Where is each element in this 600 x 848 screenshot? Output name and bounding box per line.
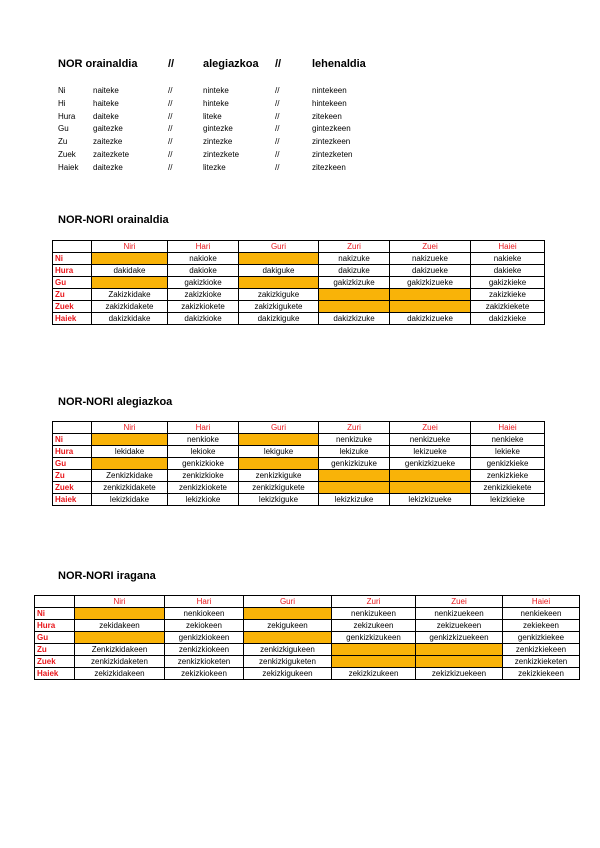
column-header: Niri: [75, 596, 165, 608]
row-label: Ni: [53, 434, 92, 446]
conj-alegiazkoa: litezke: [203, 162, 226, 172]
table-corner-cell: [35, 596, 75, 608]
conj-separator: //: [275, 111, 280, 121]
row-label: Zu: [53, 289, 92, 301]
table-cell: nenkizukeen: [332, 608, 416, 620]
empty-highlighted-cell: [239, 253, 319, 265]
row-label: Haiek: [35, 668, 75, 680]
conj-separator: //: [168, 137, 173, 147]
column-header: Hari: [168, 241, 239, 253]
table-cell: zekizuekeen: [416, 620, 503, 632]
table-row: [53, 446, 545, 458]
conj-separator: //: [275, 124, 280, 134]
conj-lehenaldia: zintezkeen: [312, 137, 351, 147]
table-row: [53, 434, 545, 446]
conj-title-orainaldia: NOR orainaldia: [58, 58, 138, 70]
column-header: Zuei: [416, 596, 503, 608]
conjugation-table-alegiazkoa: [52, 421, 545, 506]
conj-separator: //: [168, 98, 173, 108]
table-cell: dakizkizueke: [390, 313, 471, 325]
table-cell: Zenkizkidakeen: [75, 644, 165, 656]
table-row: [53, 458, 545, 470]
column-header: Zuei: [390, 422, 471, 434]
table-cell: nakizueke: [390, 253, 471, 265]
conj-orainaldia: zaitezke: [93, 137, 123, 147]
column-header: Haiei: [471, 241, 545, 253]
table-cell: lekizueke: [390, 446, 471, 458]
empty-highlighted-cell: [390, 482, 471, 494]
conj-row: [0, 137, 600, 147]
table-cell: lekiguke: [239, 446, 319, 458]
column-header: Niri: [92, 422, 168, 434]
table-cell: nenkiokeen: [165, 608, 244, 620]
row-label: Hura: [53, 446, 92, 458]
conj-orainaldia: zaitezkete: [93, 150, 130, 159]
table-cell: dakizkiguke: [239, 313, 319, 325]
empty-highlighted-cell: [332, 656, 416, 668]
table-cell: zenkizkiekeen: [503, 644, 580, 656]
table-cell: dakizkieke: [471, 313, 545, 325]
table-corner-cell: [53, 241, 92, 253]
table-cell: zakizkigukete: [239, 301, 319, 313]
conj-person: Gu: [58, 124, 69, 134]
table-title-alegiazkoa: NOR-NORI alegiazkoa: [58, 396, 173, 408]
table-cell: genkizkiokeen: [165, 632, 244, 644]
conj-separator: //: [168, 111, 173, 121]
empty-highlighted-cell: [319, 301, 390, 313]
table-cell: dakidake: [92, 265, 168, 277]
table-row: [35, 620, 580, 632]
row-label: Hura: [53, 265, 92, 277]
conj-orainaldia: haiteke: [93, 98, 119, 108]
conj-separator: //: [275, 150, 280, 159]
table-cell: zenkizkiguketen: [244, 656, 332, 668]
empty-highlighted-cell: [319, 482, 390, 494]
table-cell: zekizukeen: [332, 620, 416, 632]
table-row: [53, 265, 545, 277]
table-cell: lekizkieke: [471, 494, 545, 506]
conj-lehenaldia: zitekeen: [312, 111, 342, 121]
table-cell: zakizkieke: [471, 289, 545, 301]
column-header: Zuri: [332, 596, 416, 608]
conjugation-table-orainaldia: [52, 240, 545, 325]
table-header-row: [53, 241, 545, 253]
empty-highlighted-cell: [239, 434, 319, 446]
column-header: Guri: [239, 241, 319, 253]
row-label: Hura: [35, 620, 75, 632]
empty-highlighted-cell: [239, 277, 319, 289]
empty-highlighted-cell: [416, 656, 503, 668]
table-cell: lekizkioke: [168, 494, 239, 506]
table-cell: dakiguke: [239, 265, 319, 277]
table-cell: zenkizkigukeen: [244, 644, 332, 656]
table-cell: genkizkizuke: [319, 458, 390, 470]
conj-title-alegiazkoa: alegiazkoa: [203, 58, 259, 70]
table-cell: zenkizkiokete: [168, 482, 239, 494]
empty-highlighted-cell: [244, 608, 332, 620]
conj-orainaldia: daiteke: [93, 111, 119, 121]
row-label: Zu: [35, 644, 75, 656]
empty-highlighted-cell: [75, 608, 165, 620]
table-cell: dakieke: [471, 265, 545, 277]
conj-separator: //: [275, 86, 280, 95]
table-cell: zekizkizukeen: [332, 668, 416, 680]
row-label: Ni: [35, 608, 75, 620]
table-cell: genkizkieke: [471, 458, 545, 470]
conj-alegiazkoa: zintezke: [203, 137, 233, 147]
table-cell: lekizkizueke: [390, 494, 471, 506]
table-cell: genkizkioke: [168, 458, 239, 470]
table-cell: nenkizuke: [319, 434, 390, 446]
table-row: [53, 301, 545, 313]
table-cell: nakieke: [471, 253, 545, 265]
table-cell: gakizkioke: [168, 277, 239, 289]
row-label: Zuek: [53, 301, 92, 313]
conj-separator: //: [168, 124, 173, 134]
table-cell: dakizkioke: [168, 313, 239, 325]
table-cell: zekizkiekeen: [503, 668, 580, 680]
table-cell: zekizkizuekeen: [416, 668, 503, 680]
table-cell: dakizueke: [390, 265, 471, 277]
table-header-row: [53, 422, 545, 434]
row-label: Zuek: [35, 656, 75, 668]
conj-title-lehenaldia: lehenaldia: [312, 58, 366, 70]
table-row: [53, 482, 545, 494]
conj-separator: //: [275, 58, 282, 70]
conj-separator: //: [168, 162, 173, 172]
empty-highlighted-cell: [239, 458, 319, 470]
table-cell: dakizuke: [319, 265, 390, 277]
table-cell: zakizkidakete: [92, 301, 168, 313]
conj-lehenaldia: gintezkeen: [312, 124, 351, 134]
conj-person: Haiek: [58, 162, 79, 172]
table-cell: zenkizkieke: [471, 470, 545, 482]
table-cell: zakizkioke: [168, 289, 239, 301]
conj-row: [0, 163, 600, 173]
table-row: [35, 632, 580, 644]
row-label: Zu: [53, 470, 92, 482]
empty-highlighted-cell: [92, 458, 168, 470]
table-cell: dakioke: [168, 265, 239, 277]
table-title-iragana: NOR-NORI iragana: [58, 570, 156, 582]
table-cell: zekiekeen: [503, 620, 580, 632]
empty-highlighted-cell: [92, 277, 168, 289]
table-cell: zenkizkieketen: [503, 656, 580, 668]
table-cell: zekizkigukeen: [244, 668, 332, 680]
empty-highlighted-cell: [390, 301, 471, 313]
conj-person: Zu: [58, 137, 68, 147]
conj-row: [0, 86, 600, 96]
table-cell: genkizkizukeen: [332, 632, 416, 644]
empty-highlighted-cell: [332, 644, 416, 656]
table-row: [53, 289, 545, 301]
table-cell: gakizkizueke: [390, 277, 471, 289]
table-cell: lekizuke: [319, 446, 390, 458]
table-row: [35, 608, 580, 620]
table-title-orainaldia: NOR-NORI orainaldia: [58, 214, 169, 226]
conj-row: [0, 124, 600, 134]
empty-highlighted-cell: [75, 632, 165, 644]
row-label: Haiek: [53, 313, 92, 325]
conj-row: [0, 99, 600, 109]
column-header: Hari: [168, 422, 239, 434]
table-cell: zekizkidakeen: [75, 668, 165, 680]
conj-orainaldia: gaitezke: [93, 124, 123, 134]
column-header: Hari: [165, 596, 244, 608]
conj-lehenaldia: zintezketen: [312, 150, 353, 159]
conj-alegiazkoa: gintezke: [203, 124, 233, 134]
table-cell: zekigukeen: [244, 620, 332, 632]
conj-separator: //: [168, 58, 175, 70]
table-cell: dakizkidake: [92, 313, 168, 325]
table-cell: nenkiekeen: [503, 608, 580, 620]
conj-lehenaldia: nintekeen: [312, 86, 347, 95]
conj-person: Hura: [58, 111, 76, 121]
conj-separator: //: [275, 98, 280, 108]
column-header: Guri: [239, 422, 319, 434]
table-cell: zakizkiokete: [168, 301, 239, 313]
table-cell: lekizkizuke: [319, 494, 390, 506]
conj-alegiazkoa: liteke: [203, 111, 222, 121]
conj-person: Zuek: [58, 150, 76, 159]
row-label: Haiek: [53, 494, 92, 506]
empty-highlighted-cell: [390, 470, 471, 482]
table-cell: Zakizkidake: [92, 289, 168, 301]
table-cell: zekiokeen: [165, 620, 244, 632]
row-label: Zuek: [53, 482, 92, 494]
conj-person: Hi: [58, 98, 66, 108]
table-cell: lekioke: [168, 446, 239, 458]
table-cell: zenkizkioketen: [165, 656, 244, 668]
row-label: Gu: [35, 632, 75, 644]
column-header: Haiei: [503, 596, 580, 608]
table-cell: gakizkieke: [471, 277, 545, 289]
conj-separator: //: [168, 86, 173, 95]
conj-row: [0, 150, 600, 160]
table-corner-cell: [53, 422, 92, 434]
table-cell: gakizkizuke: [319, 277, 390, 289]
conj-row: [0, 112, 600, 122]
column-header: Zuei: [390, 241, 471, 253]
conj-alegiazkoa: zintezkete: [203, 150, 240, 159]
conj-separator: //: [275, 162, 280, 172]
conj-separator: //: [275, 137, 280, 147]
table-cell: nenkieke: [471, 434, 545, 446]
table-cell: lekidake: [92, 446, 168, 458]
table-cell: zekizkiokeen: [165, 668, 244, 680]
table-row: [35, 668, 580, 680]
table-row: [53, 470, 545, 482]
table-cell: nenkioke: [168, 434, 239, 446]
empty-highlighted-cell: [390, 289, 471, 301]
table-row: [53, 313, 545, 325]
row-label: Ni: [53, 253, 92, 265]
table-cell: zenkizkidaketen: [75, 656, 165, 668]
table-cell: nakizuke: [319, 253, 390, 265]
row-label: Gu: [53, 277, 92, 289]
table-row: [53, 253, 545, 265]
table-cell: lekizkidake: [92, 494, 168, 506]
empty-highlighted-cell: [244, 632, 332, 644]
table-cell: zakizkiekete: [471, 301, 545, 313]
conj-separator: //: [168, 150, 173, 159]
empty-highlighted-cell: [92, 434, 168, 446]
table-cell: Zenkizkidake: [92, 470, 168, 482]
table-cell: genkizkizuekeen: [416, 632, 503, 644]
column-header: Niri: [92, 241, 168, 253]
table-cell: zenkizkiokeen: [165, 644, 244, 656]
empty-highlighted-cell: [319, 289, 390, 301]
table-cell: zenkizkidakete: [92, 482, 168, 494]
table-cell: lekieke: [471, 446, 545, 458]
table-cell: genkizkizueke: [390, 458, 471, 470]
table-cell: zenkizkigukete: [239, 482, 319, 494]
empty-highlighted-cell: [92, 253, 168, 265]
row-label: Gu: [53, 458, 92, 470]
table-cell: nenkizuekeen: [416, 608, 503, 620]
column-header: Haiei: [471, 422, 545, 434]
table-cell: zenkizkiguke: [239, 470, 319, 482]
conj-alegiazkoa: hinteke: [203, 98, 229, 108]
conj-lehenaldia: zitezkeen: [312, 162, 346, 172]
table-row: [35, 656, 580, 668]
table-cell: genkizkiekee: [503, 632, 580, 644]
column-header: Guri: [244, 596, 332, 608]
conj-orainaldia: naiteke: [93, 86, 119, 95]
table-row: [53, 494, 545, 506]
empty-highlighted-cell: [416, 644, 503, 656]
table-cell: zenkizkioke: [168, 470, 239, 482]
conj-orainaldia: daitezke: [93, 162, 123, 172]
table-cell: dakizkizuke: [319, 313, 390, 325]
table-header-row: [35, 596, 580, 608]
table-row: [35, 644, 580, 656]
column-header: Zuri: [319, 241, 390, 253]
table-row: [53, 277, 545, 289]
table-cell: nakioke: [168, 253, 239, 265]
conj-person: Ni: [58, 86, 66, 95]
table-cell: nenkizueke: [390, 434, 471, 446]
table-cell: lekizkiguke: [239, 494, 319, 506]
table-cell: zenkizkiekete: [471, 482, 545, 494]
conj-alegiazkoa: ninteke: [203, 86, 229, 95]
conj-lehenaldia: hintekeen: [312, 98, 347, 108]
empty-highlighted-cell: [319, 470, 390, 482]
table-cell: zakizkiguke: [239, 289, 319, 301]
conjugation-table-iragana: [34, 595, 580, 680]
column-header: Zuri: [319, 422, 390, 434]
table-cell: zekidakeen: [75, 620, 165, 632]
